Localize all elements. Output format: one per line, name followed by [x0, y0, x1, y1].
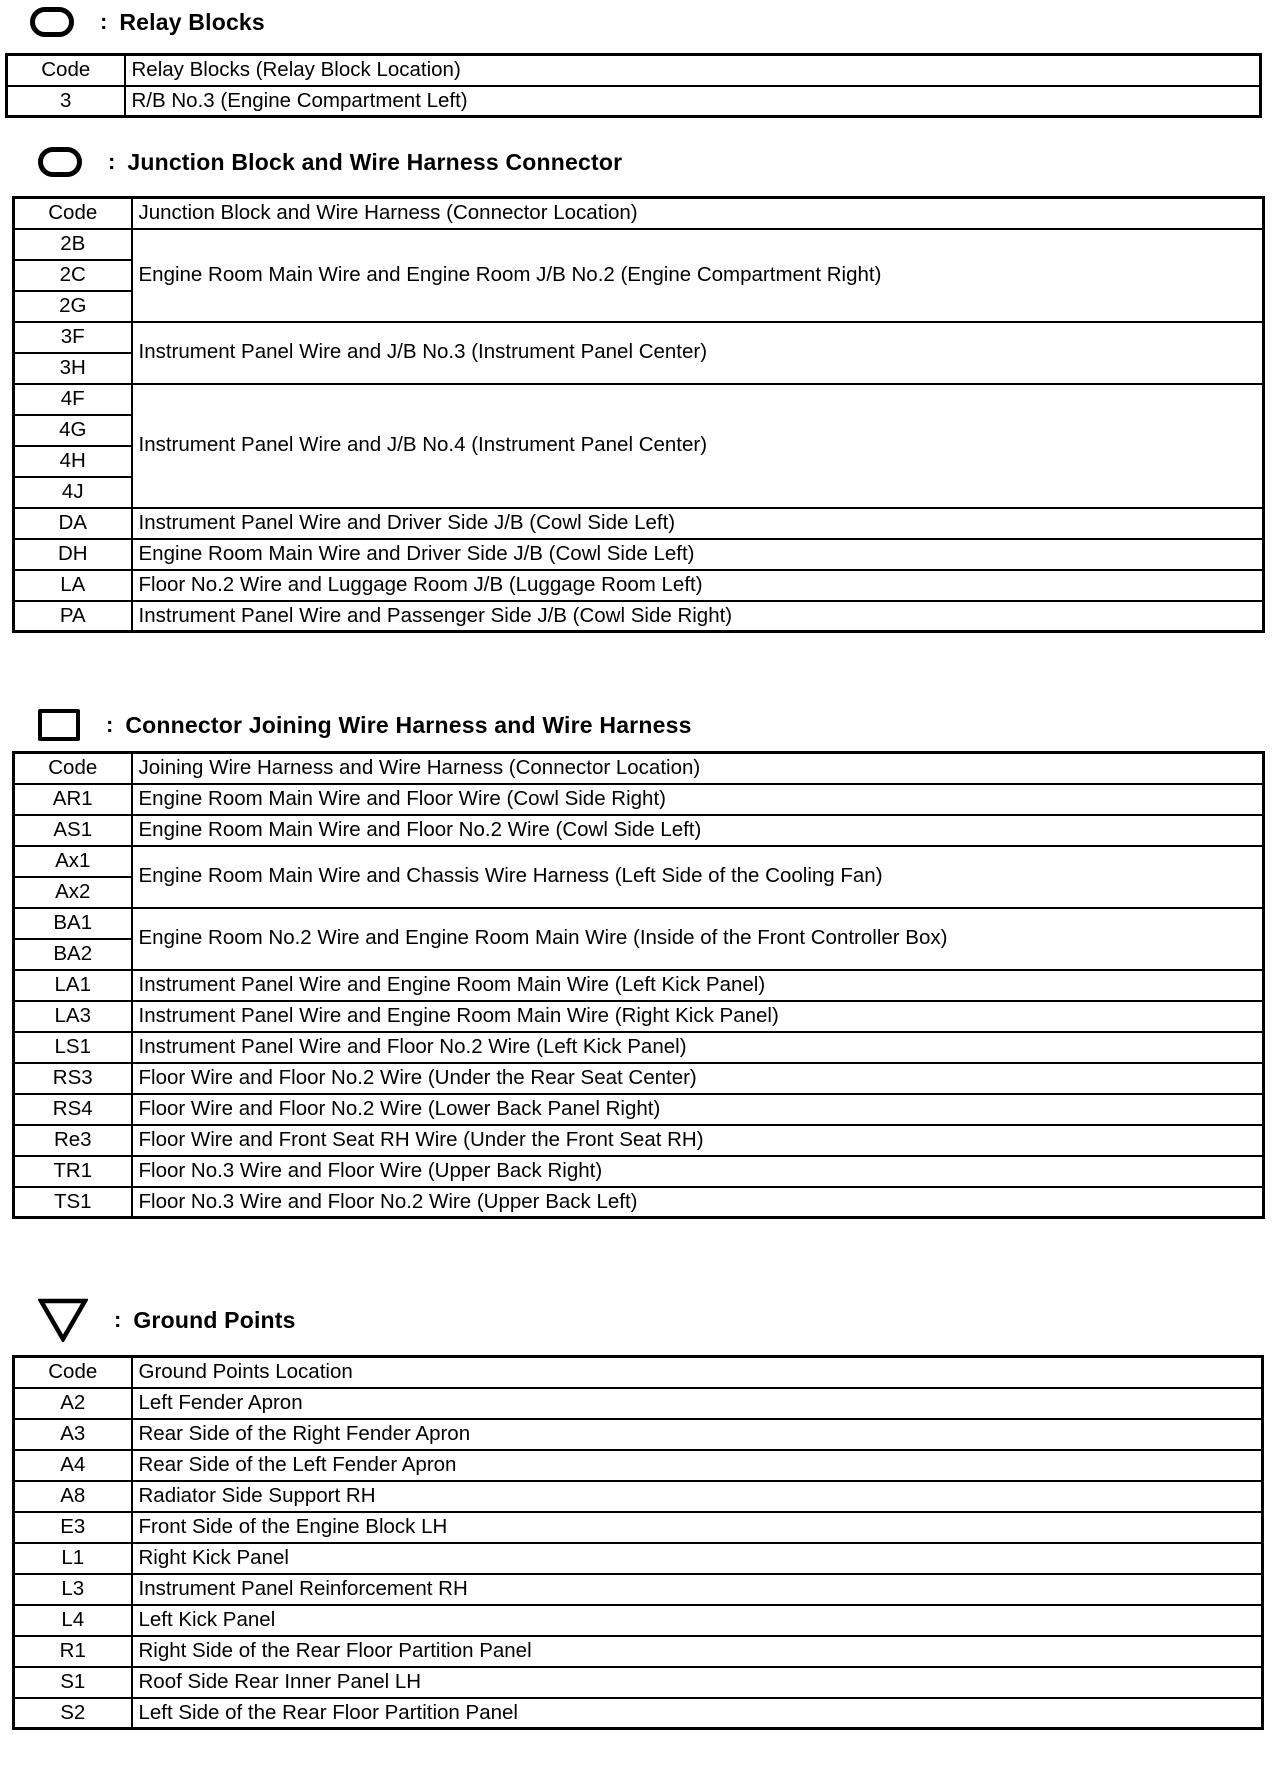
- location-cell: Engine Room Main Wire and Engine Room J/B No.2 (Engine Compartment Right): [132, 229, 1264, 322]
- code-cell: 3H: [14, 353, 132, 384]
- relay-blocks-header: [30, 2, 265, 42]
- section-colon: :: [108, 149, 116, 174]
- code-cell: 2B: [14, 229, 132, 260]
- table-row: [14, 1667, 1263, 1698]
- location-cell: Floor No.2 Wire and Luggage Room J/B (Luggage Room Left): [132, 570, 1264, 601]
- table-header-row: [14, 198, 1264, 229]
- location-cell: Left Fender Apron: [132, 1388, 1263, 1419]
- location-cell: Right Side of the Rear Floor Partition Panel: [132, 1636, 1263, 1667]
- location-cell: Engine Room Main Wire and Floor No.2 Wire (Cowl Side Left): [132, 815, 1264, 846]
- table-row: [14, 970, 1264, 1001]
- location-cell: R/B No.3 (Engine Compartment Left): [125, 86, 1261, 117]
- location-column-header: Junction Block and Wire Harness (Connector Location): [132, 198, 1264, 229]
- location-cell: Floor No.3 Wire and Floor No.2 Wire (Upper Back Left): [132, 1187, 1264, 1218]
- table-row: [14, 784, 1264, 815]
- code-cell: BA2: [14, 939, 132, 970]
- table-row: [14, 322, 1264, 353]
- table-row: [14, 815, 1264, 846]
- connector-header: [38, 705, 692, 745]
- table-row: [14, 601, 1264, 632]
- location-cell: Engine Room No.2 Wire and Engine Room Main Wire (Inside of the Front Controller Box): [132, 908, 1264, 970]
- code-cell: DH: [14, 539, 132, 570]
- code-cell: Ax1: [14, 846, 132, 877]
- code-cell: LA3: [14, 1001, 132, 1032]
- table-row: [14, 1605, 1263, 1636]
- location-column-header: Ground Points Location: [132, 1357, 1263, 1388]
- code-cell: TS1: [14, 1187, 132, 1218]
- location-cell: Instrument Panel Wire and Engine Room Main Wire (Left Kick Panel): [132, 970, 1264, 1001]
- location-cell: Instrument Panel Wire and J/B No.4 (Instrument Panel Center): [132, 384, 1264, 508]
- code-cell: 3: [7, 86, 125, 117]
- rounded-rectangle-symbol-icon: [38, 147, 82, 177]
- code-cell: RS4: [14, 1094, 132, 1125]
- table-row: [14, 384, 1264, 415]
- code-cell: 4F: [14, 384, 132, 415]
- code-cell: L4: [14, 1605, 132, 1636]
- section-title: Relay Blocks: [119, 8, 265, 35]
- code-cell: A4: [14, 1450, 132, 1481]
- table-row: [14, 1388, 1263, 1419]
- table-header-row: [14, 753, 1264, 784]
- code-cell: TR1: [14, 1156, 132, 1187]
- table-row: [7, 86, 1261, 117]
- table-row: [14, 508, 1264, 539]
- rounded-rectangle-symbol-icon: [30, 7, 74, 37]
- section-title: Junction Block and Wire Harness Connector: [127, 148, 623, 175]
- location-cell: Instrument Panel Wire and Driver Side J/B (Cowl Side Left): [132, 508, 1264, 539]
- code-column-header: Code: [14, 753, 132, 784]
- junction-block-header: [38, 142, 622, 182]
- section-title: Ground Points: [133, 1306, 296, 1333]
- code-column-header: Code: [14, 1357, 132, 1388]
- table-header-row: [14, 1357, 1263, 1388]
- table-row: [14, 1032, 1264, 1063]
- table-row: [14, 1125, 1264, 1156]
- location-cell: Floor Wire and Floor No.2 Wire (Lower Back Panel Right): [132, 1094, 1264, 1125]
- code-column-header: Code: [14, 198, 132, 229]
- table-row: [14, 229, 1264, 260]
- location-cell: Instrument Panel Reinforcement RH: [132, 1574, 1263, 1605]
- code-cell: 4H: [14, 446, 132, 477]
- junction-block-table: [12, 196, 1265, 633]
- location-cell: Instrument Panel Wire and Floor No.2 Wire (Left Kick Panel): [132, 1032, 1264, 1063]
- code-cell: 3F: [14, 322, 132, 353]
- code-cell: 2C: [14, 260, 132, 291]
- table-row: [14, 1636, 1263, 1667]
- relay-blocks-table: [5, 53, 1262, 118]
- ground-points-table: [12, 1355, 1264, 1730]
- code-cell: E3: [14, 1512, 132, 1543]
- code-cell: 2G: [14, 291, 132, 322]
- location-cell: Engine Room Main Wire and Chassis Wire Harness (Left Side of the Cooling Fan): [132, 846, 1264, 908]
- table-row: [14, 1094, 1264, 1125]
- location-cell: Floor Wire and Floor No.2 Wire (Under the Rear Seat Center): [132, 1063, 1264, 1094]
- code-cell: Re3: [14, 1125, 132, 1156]
- code-cell: LA1: [14, 970, 132, 1001]
- location-cell: Engine Room Main Wire and Floor Wire (Cowl Side Right): [132, 784, 1264, 815]
- location-cell: Instrument Panel Wire and Passenger Side J/B (Cowl Side Right): [132, 601, 1264, 632]
- inverted-triangle-symbol-icon: [38, 1298, 88, 1342]
- table-row: [14, 1450, 1263, 1481]
- table-row: [14, 570, 1264, 601]
- section-colon: :: [100, 9, 108, 34]
- location-cell: Instrument Panel Wire and Engine Room Main Wire (Right Kick Panel): [132, 1001, 1264, 1032]
- code-cell: S1: [14, 1667, 132, 1698]
- code-cell: S2: [14, 1698, 132, 1729]
- code-cell: R1: [14, 1636, 132, 1667]
- location-cell: Floor Wire and Front Seat RH Wire (Under the Front Seat RH): [132, 1125, 1264, 1156]
- code-cell: A8: [14, 1481, 132, 1512]
- location-cell: Rear Side of the Right Fender Apron: [132, 1419, 1263, 1450]
- table-row: [14, 1543, 1263, 1574]
- table-row: [14, 1574, 1263, 1605]
- code-cell: Ax2: [14, 877, 132, 908]
- section-colon: :: [106, 712, 114, 737]
- code-cell: PA: [14, 601, 132, 632]
- table-row: [14, 1063, 1264, 1094]
- code-cell: A2: [14, 1388, 132, 1419]
- connector-table: [12, 751, 1265, 1219]
- code-cell: RS3: [14, 1063, 132, 1094]
- code-cell: 4G: [14, 415, 132, 446]
- table-header-row: [7, 55, 1261, 86]
- location-column-header: Relay Blocks (Relay Block Location): [125, 55, 1261, 86]
- location-cell: Roof Side Rear Inner Panel LH: [132, 1667, 1263, 1698]
- location-cell: Left Side of the Rear Floor Partition Panel: [132, 1698, 1263, 1729]
- code-cell: LA: [14, 570, 132, 601]
- ground-points-header: [38, 1300, 296, 1340]
- table-row: [14, 1481, 1263, 1512]
- table-row: [14, 1187, 1264, 1218]
- table-row: [14, 1698, 1263, 1729]
- table-row: [14, 846, 1264, 877]
- table-row: [14, 1001, 1264, 1032]
- location-cell: Front Side of the Engine Block LH: [132, 1512, 1263, 1543]
- table-row: [14, 539, 1264, 570]
- code-cell: AS1: [14, 815, 132, 846]
- table-row: [14, 1419, 1263, 1450]
- square-symbol-icon: [38, 709, 80, 741]
- location-cell: Instrument Panel Wire and J/B No.3 (Instrument Panel Center): [132, 322, 1264, 384]
- code-cell: LS1: [14, 1032, 132, 1063]
- code-cell: AR1: [14, 784, 132, 815]
- location-cell: Floor No.3 Wire and Floor Wire (Upper Back Right): [132, 1156, 1264, 1187]
- code-cell: BA1: [14, 908, 132, 939]
- section-title: Connector Joining Wire Harness and Wire Harness: [125, 711, 692, 738]
- code-cell: L3: [14, 1574, 132, 1605]
- location-cell: Engine Room Main Wire and Driver Side J/B (Cowl Side Left): [132, 539, 1264, 570]
- location-cell: Rear Side of the Left Fender Apron: [132, 1450, 1263, 1481]
- code-cell: L1: [14, 1543, 132, 1574]
- location-cell: Radiator Side Support RH: [132, 1481, 1263, 1512]
- code-cell: A3: [14, 1419, 132, 1450]
- table-row: [14, 1156, 1264, 1187]
- table-row: [14, 908, 1264, 939]
- code-cell: DA: [14, 508, 132, 539]
- table-row: [14, 1512, 1263, 1543]
- location-column-header: Joining Wire Harness and Wire Harness (Connector Location): [132, 753, 1264, 784]
- code-column-header: Code: [7, 55, 125, 86]
- code-cell: 4J: [14, 477, 132, 508]
- location-cell: Left Kick Panel: [132, 1605, 1263, 1636]
- section-colon: :: [114, 1307, 122, 1332]
- location-cell: Right Kick Panel: [132, 1543, 1263, 1574]
